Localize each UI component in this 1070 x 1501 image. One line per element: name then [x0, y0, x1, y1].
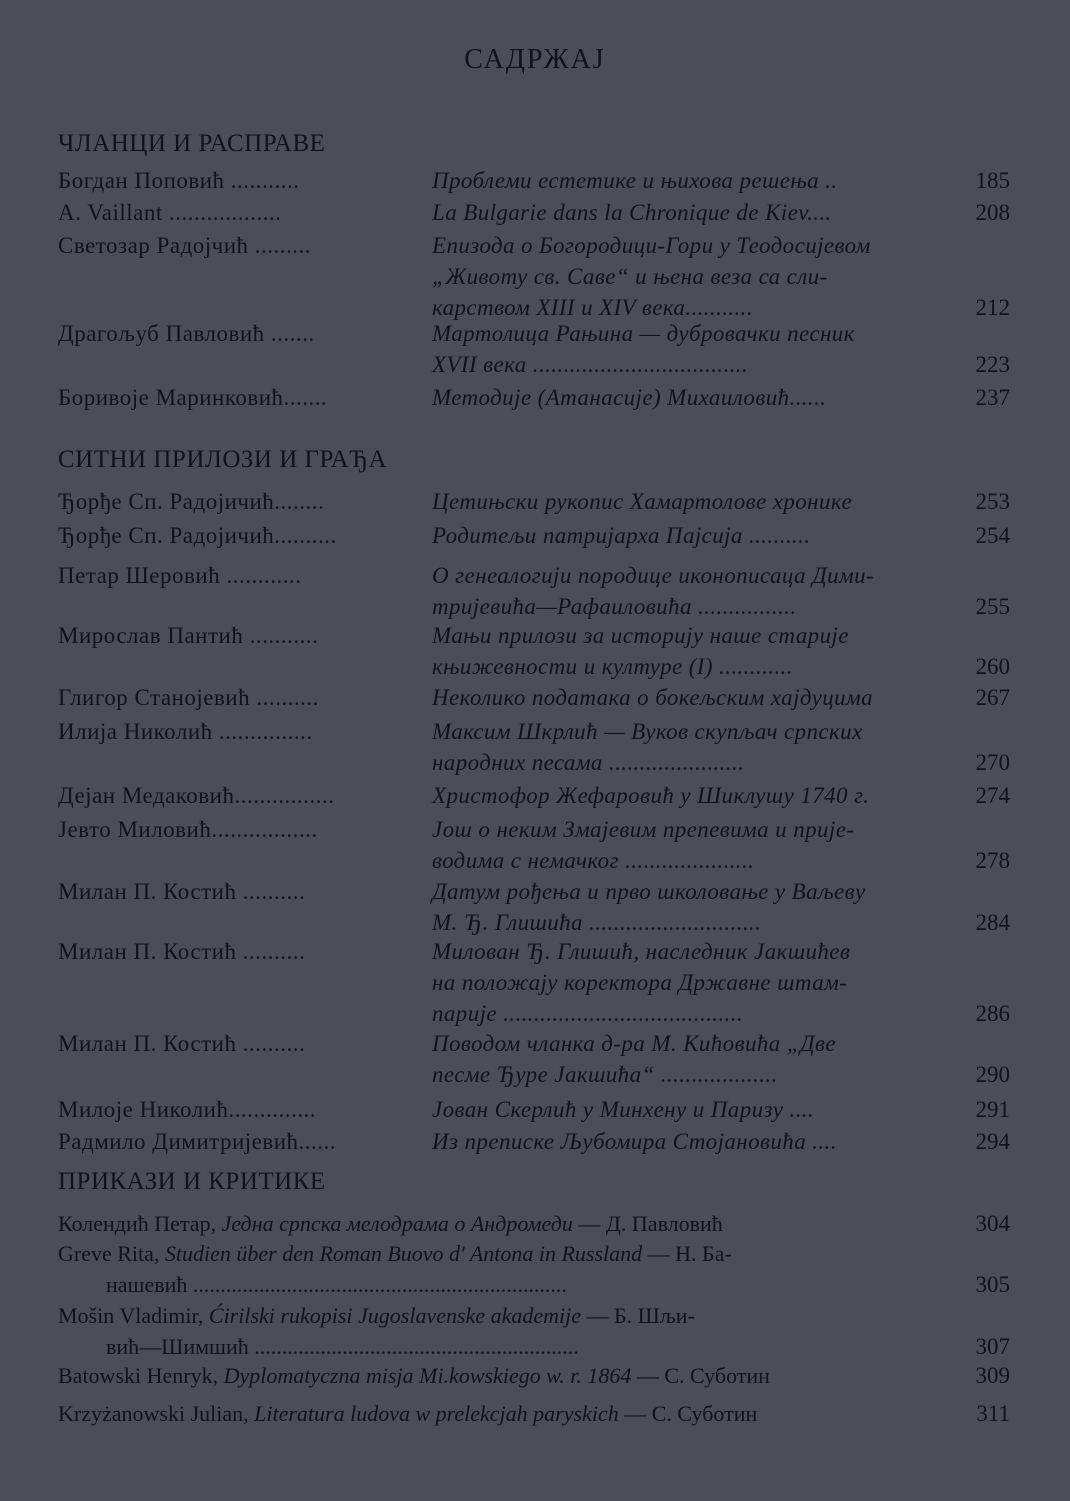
entry-title	[432, 318, 952, 380]
review-line	[58, 1398, 1010, 1429]
entry-title-line: Христофор Жефаровић у Шиклушу 1740 г.	[432, 783, 870, 808]
review-line-continued: нашевић ....................................................................	[106, 1272, 567, 1297]
entry-page-number: 290	[975, 1062, 1010, 1087]
review-author: Krzyżanowski Julian,	[58, 1401, 255, 1426]
entry-title-line: парије .......................................	[432, 1001, 743, 1026]
entry-title-line: књижевности и културе (I) ............	[432, 654, 793, 679]
entry-page-number: 278	[975, 848, 1010, 873]
entry-page-number: 305	[975, 1272, 1010, 1297]
review-reviewer: — Д. Павловић	[572, 1211, 723, 1236]
review-line-continued: вић—Шимшић ...........................................................	[106, 1334, 579, 1359]
review-book-title: Literatura ludova w prelekcjah paryskich	[254, 1401, 619, 1426]
entry-author: Мирослав Пантић ...........	[58, 623, 319, 648]
review-entry	[58, 1360, 1010, 1391]
entry-title	[432, 165, 952, 196]
review-author: Mošin Vladimir,	[58, 1303, 209, 1328]
review-author: Greve Rita,	[58, 1241, 165, 1266]
entry-author: Богдан Поповић ...........	[58, 168, 300, 193]
entry-author: Јевто Миловић.................	[58, 817, 318, 842]
entry-title	[432, 1028, 952, 1090]
entry-author: A. Vaillant ..................	[58, 200, 282, 225]
entry-title-line: Родитељи патријарха Пајсија ..........	[432, 523, 811, 548]
review-line	[58, 1208, 1010, 1239]
entry-title-line: Мањи прилози за историју наше старије	[432, 623, 849, 648]
entry-title-line: Проблеми естетике и њихова решења ..	[432, 168, 838, 193]
review-line	[58, 1300, 1010, 1331]
entry-title-line: Јован Скерлић у Минхену и Паризу ....	[432, 1097, 815, 1122]
review-book-title: Dyplomatyczna misja Mi.kowskiego w. r. 1864	[223, 1363, 632, 1388]
entry-title	[432, 620, 952, 682]
entry-title-line: „Животу св. Саве“ и њена веза са сли-	[432, 264, 828, 289]
entry-page-number: 267	[975, 685, 1010, 710]
entry-title-line: Неколико података о бокељским хајдуцима	[432, 685, 873, 710]
entry-author: Драгољуб Павловић .......	[58, 321, 315, 346]
entry-page-number: 286	[975, 1001, 1010, 1026]
review-line	[58, 1360, 1010, 1391]
entry-title-line: на положају коректора Државне штам-	[432, 970, 848, 995]
entry-author: Илија Николић ...............	[58, 719, 313, 744]
entry-page-number: 260	[975, 654, 1010, 679]
entry-title-line: Још о неким Змајевим препевима и прије-	[432, 817, 855, 842]
entry-page-number: 307	[975, 1334, 1010, 1359]
entry-page-number: 212	[975, 295, 1010, 320]
review-line	[58, 1238, 1010, 1269]
entry-title-line: Датум рођења и прво школовање у Ваљеву	[432, 879, 866, 904]
entry-title	[432, 486, 952, 517]
entry-title-line: народних песама ......................	[432, 750, 745, 775]
entry-page-number: 309	[975, 1363, 1010, 1388]
entry-title	[432, 560, 952, 622]
entry-title-line: О генеалогији породице иконописаца Дими-	[432, 563, 875, 588]
entry-title-line: песме Ђуре Јакшића“ ...................	[432, 1062, 778, 1087]
entry-page-number: 254	[975, 523, 1010, 548]
entry-title	[432, 1094, 952, 1125]
entry-title-line: La Bulgarie dans la Chronique de Kiev....	[432, 200, 832, 225]
review-book-title: Studien über den Roman Buovo d' Antona in Russland	[164, 1241, 643, 1266]
entry-author: Милан П. Костић ..........	[58, 939, 306, 964]
review-book-title: Једна српска мелодрама о Андромеди	[221, 1211, 573, 1236]
entry-title-line: Поводом чланка д-ра М. Кићовића „Две	[432, 1031, 837, 1056]
entry-title	[432, 520, 952, 551]
entry-title	[432, 780, 952, 811]
entry-author: Милан П. Костић ..........	[58, 1031, 306, 1056]
entry-author: Милоје Николић..............	[58, 1097, 316, 1122]
entry-author: Петар Шеровић ............	[58, 563, 302, 588]
review-author: Колендић Петар,	[58, 1211, 222, 1236]
review-reviewer: — Б. Шљи-	[580, 1303, 695, 1328]
entry-page-number: 311	[976, 1401, 1010, 1426]
entry-page-number: 185	[975, 168, 1010, 193]
review-entry	[58, 1238, 1010, 1300]
entry-page-number: 294	[975, 1129, 1010, 1154]
entry-author: Ђорђе Сп. Радојичић........	[58, 489, 325, 514]
entry-title	[432, 814, 952, 876]
entry-title-line: карством XIII и XIV века...........	[432, 295, 753, 320]
entry-page-number: 255	[975, 594, 1010, 619]
review-entry	[58, 1300, 1010, 1362]
entry-title	[432, 936, 952, 1029]
entry-page-number: 237	[975, 385, 1010, 410]
review-reviewer: — С. Суботин	[631, 1363, 770, 1388]
review-reviewer: — Н. Ба-	[642, 1241, 732, 1266]
entry-author: Милан П. Костић ..........	[58, 879, 306, 904]
entry-author: Радмило Димитријевић......	[58, 1129, 337, 1154]
entry-title	[432, 197, 952, 228]
entry-title-line: Епизода о Богородици-Гори у Теодосијевом	[432, 233, 871, 258]
entry-page-number: 274	[975, 783, 1010, 808]
entry-title-line: Из преписке Љубомира Стојановића ....	[432, 1129, 837, 1154]
page-title: САДРЖАЈ	[464, 44, 606, 75]
entry-author: Светозар Радојчић .........	[58, 233, 312, 258]
review-book-title: Ćirilski rukopisi Jugoslavenske akademije	[208, 1303, 581, 1328]
entry-title-line: Цетињски рукопис Хамартолове хронике	[432, 489, 853, 514]
entry-title-line: Мартолица Рањина — дубровачки песник	[432, 321, 855, 346]
entry-title	[432, 876, 952, 938]
entry-author: Дејан Медаковић................	[58, 783, 335, 808]
entry-title-line: Милован Ђ. Глишић, наследник Јакшићев	[432, 939, 851, 964]
entry-page-number: 291	[975, 1097, 1010, 1122]
entry-title-line: М. Ђ. Глишића ............................	[432, 910, 762, 935]
entry-title-line: XVII века ...................................	[432, 352, 749, 377]
review-reviewer: — С. Суботин	[618, 1401, 758, 1426]
entry-title	[432, 230, 952, 323]
entry-author: Ђорђе Сп. Радојичић..........	[58, 523, 337, 548]
entry-page-number: 304	[975, 1211, 1010, 1236]
review-author: Batowski Henryk,	[58, 1363, 224, 1388]
entry-title-line: тријевића—Рафаиловића ................	[432, 594, 797, 619]
section-heading-reviews: ПРИКАЗИ И КРИТИКЕ	[58, 1168, 326, 1195]
entry-title	[432, 382, 952, 413]
entry-title-line: водима с немачког .....................	[432, 848, 755, 873]
entry-author: Боривоје Маринковић.......	[58, 385, 328, 410]
section-heading-contributions: СИТНИ ПРИЛОЗИ И ГРАЂА	[58, 446, 388, 473]
review-entry	[58, 1398, 1010, 1429]
entry-title	[432, 682, 952, 713]
entry-author: Глигор Станојевић ..........	[58, 685, 319, 710]
entry-page-number: 253	[975, 489, 1010, 514]
entry-title	[432, 716, 952, 778]
entry-page-number: 223	[975, 352, 1010, 377]
review-entry	[58, 1208, 1010, 1239]
entry-page-number: 270	[975, 750, 1010, 775]
entry-title-line: Методије (Атанасије) Михаиловић......	[432, 385, 827, 410]
section-heading-articles: ЧЛАНЦИ И РАСПРАВЕ	[58, 130, 326, 157]
entry-page-number: 284	[975, 910, 1010, 935]
entry-page-number: 208	[975, 200, 1010, 225]
entry-title-line: Максим Шкрлић — Вуков скупљач српских	[432, 719, 863, 744]
entry-title	[432, 1126, 952, 1157]
